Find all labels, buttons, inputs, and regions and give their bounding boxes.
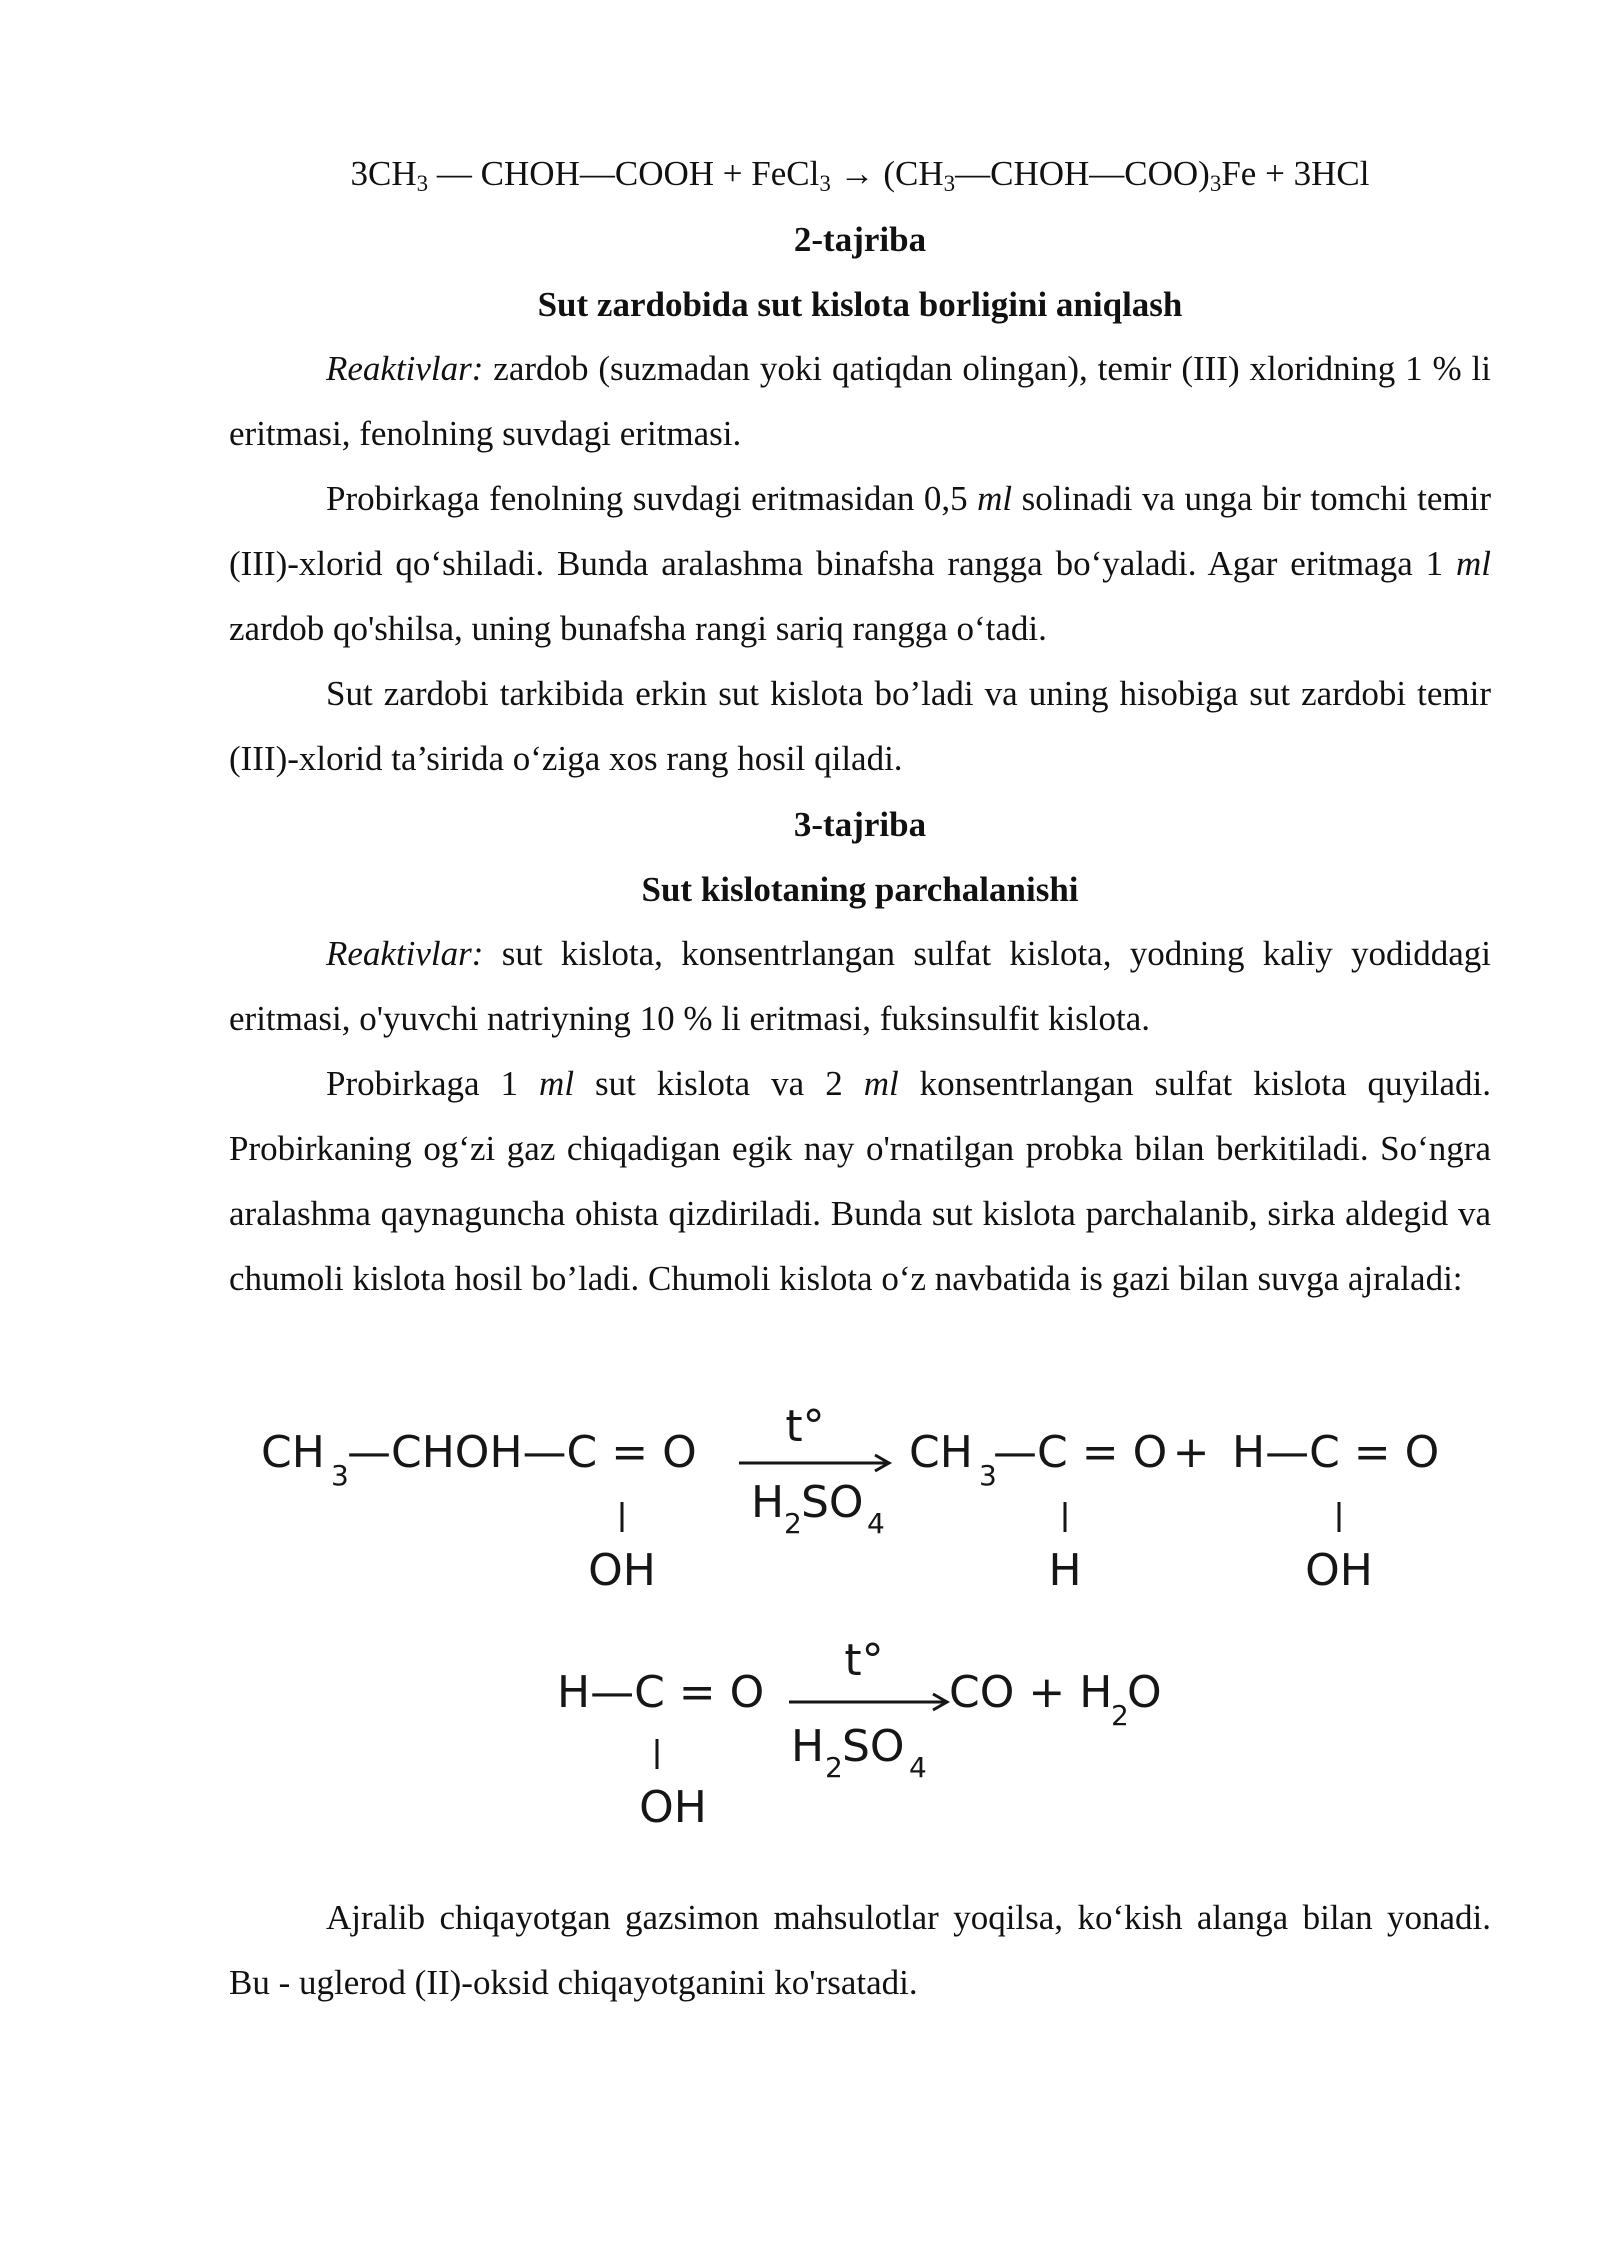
condition-acid-so: SO (801, 1477, 864, 1528)
exp2-conclusion: Sut zardobi tarkibida erkin sut kislota bo’ladi va uning hisobiga sut zardobi temir (III)-xlorid ta’sirida o‘ziga xos rang hosil qiladi. (229, 674, 1491, 778)
exp2-procedure: Probirkaga fenolning suvdagi eritmasidan 0,5 ml solinadi va unga bir tomchi temir (III)-xlorid qo‘shiladi. Bunda aralashma binafsha rangga bo‘yaladi. Agar eritmaga 1 ml zardob qo'shilsa, uning bunafsha rangi sariq rangga o‘tadi. (229, 479, 1491, 648)
condition-acid-h: H (751, 1477, 785, 1528)
svg-text:2: 2 (825, 1751, 843, 1784)
exp3-final-paragraph: Ajralib chiqayotgan gazsimon mahsulotlar yoqilsa, ko‘kish alanga bilan yonadi. Bu - uglerod (II)-oksid chiqayotganini ko'rsatadi. (229, 1898, 1491, 2002)
condition-heat: t° (785, 1405, 825, 1452)
exp3-reagents: Reaktivlar: sut kislota, konsentrlangan sulfat kislota, yodning kaliy yodiddagi eritmasi, o'yuvchi natriyning 10 % li eritmasi, fuksinsulfit kislota. (229, 934, 1491, 1038)
reactant-formic-acid-oh: OH (639, 1782, 707, 1833)
svg-text:3: 3 (331, 1459, 349, 1492)
reaction-lactic-acid-decomposition (261, 1405, 1439, 1596)
svg-text:4: 4 (909, 1751, 927, 1784)
exp2-reagents: Reaktivlar: zardob (suzmadan yoki qatiqdan olingan), temir (III) xloridning 1 % li eritmasi, fenolning suvdagi eritmasi. (229, 349, 1491, 453)
condition-acid-h: H (791, 1721, 825, 1772)
reactant-ch: CH (261, 1427, 325, 1478)
equation-iron-lactate: $3CH_3$ — CHOH—COOH + FeCl$_3$ → $(CH_3—CHOH—COO)_3Fe + 3HCl$ (350, 154, 1370, 196)
reagents-label: Reaktivlar: (326, 934, 484, 973)
condition-acid-so: SO (842, 1721, 905, 1772)
decomposition-scheme (229, 1405, 1491, 1865)
plus-sign: + (1172, 1427, 1210, 1478)
exp2-heading: 2-tajriba (793, 220, 927, 259)
svg-text:2: 2 (1111, 1699, 1129, 1732)
product-acetaldehyde-co: —C = O (993, 1427, 1168, 1478)
svg-text:2: 2 (784, 1507, 802, 1540)
exp2-title: Sut zardobida sut kislota borligini aniqlash (537, 285, 1183, 324)
condition-heat: t° (844, 1635, 884, 1686)
product-acetaldehyde-h: H (1048, 1545, 1082, 1596)
product-formic-acid: H—C = O (1232, 1427, 1440, 1478)
reactant-chain: —CHOH—C = O (347, 1427, 697, 1478)
exp3-heading: 3-tajriba (793, 805, 927, 844)
product-co-water: CO + H (949, 1667, 1113, 1718)
svg-text:4: 4 (867, 1507, 885, 1540)
reagents-label: Reaktivlar: (326, 349, 484, 388)
reaction-formic-acid-decomposition (557, 1635, 1162, 1833)
product-formic-acid-oh: OH (1305, 1545, 1373, 1596)
svg-text:O: O (1127, 1667, 1162, 1718)
svg-text:3: 3 (979, 1459, 997, 1492)
reactant-formic-acid: H—C = O (557, 1667, 765, 1718)
exp3-procedure: Probirkaga 1 ml sut kislota va 2 ml konsentrlangan sulfat kislota quyiladi. Probirkaning og‘zi gaz chiqadigan egik nay o'rnatilgan probka bilan berkitiladi. So‘ngra aralashma qaynaguncha ohista qizdiriladi. Bunda sut kislota parchalanib, sirka aldegid va chumoli kislota hosil bo’ladi. Chumoli kislota o‘z navbatida is gazi bilan suvga ajraladi: (229, 1064, 1491, 1298)
reactant-oh: OH (588, 1545, 656, 1596)
exp3-title: Sut kislotaning parchalanishi (641, 870, 1079, 909)
product-acetaldehyde-ch: CH (909, 1427, 973, 1478)
